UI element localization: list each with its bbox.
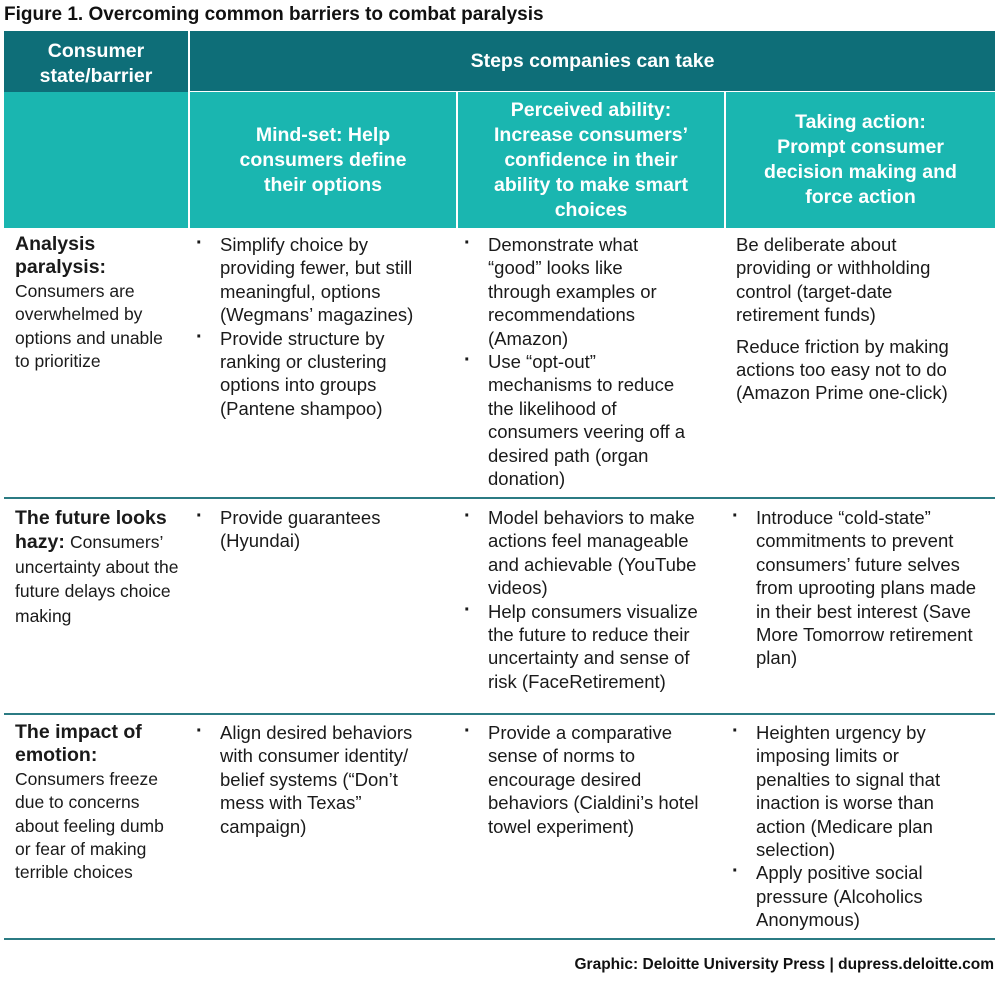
subheader-ability: [458, 92, 724, 228]
list-item: · Apply positive social pressure (Alcoholics Anonymous): [732, 861, 972, 931]
steps-header: [190, 31, 995, 92]
row-2-mindset: [196, 506, 441, 553]
row-3-action: [732, 721, 972, 932]
list-item: · Provide a comparative sense of norms to encourage desired behaviors (Cialdini’s hotel towel experiment): [464, 721, 714, 838]
list-item: · Model behaviors to make actions feel manageable and achievable (YouTube videos): [464, 506, 714, 600]
graphic-credit: Graphic: Deloitte University Press | dupress.deloitte.com: [574, 956, 994, 973]
row-1-barrier: [15, 233, 175, 373]
paragraph: Reduce friction by making actions too easy not to do (Amazon Prime one-click): [736, 335, 949, 404]
table-bottom-border: [4, 938, 995, 940]
row-1-mindset: [196, 233, 441, 420]
row-1-action: [736, 233, 976, 413]
barrier-column-label: Consumer state/barrier: [39, 40, 153, 87]
steps-header-label: Steps companies can take: [470, 50, 715, 72]
row-divider: [4, 713, 995, 715]
list-item: · Simplify choice by providing fewer, but still meaningful, options (Wegmans’ magazines): [196, 233, 441, 327]
row-1-barrier-description: Consumers are overwhelmed by options and unable to prioritize: [15, 280, 163, 372]
row-3-barrier-title: The impact of emotion:: [15, 721, 142, 767]
header-separator: [456, 92, 458, 228]
row-3-ability: [464, 721, 714, 838]
row-2-barrier: [15, 506, 180, 628]
paragraph: Be deliberate about providing or withholding control (target-date retirement funds): [736, 234, 931, 326]
row-2-action: [732, 506, 977, 670]
row-2-barrier-title: The future looks hazy:: [15, 507, 167, 554]
header-separator: [724, 92, 726, 228]
list-item: · Demonstrate what “good” looks like through examples or recommendations (Amazon): [464, 233, 689, 350]
subheader-ability-label: Perceived ability: Increase consumers’ confidence in their ability to make smart choices: [493, 98, 689, 221]
list-item: · Help consumers visualize the future to reduce their uncertainty and sense of risk (FaceRetirement): [464, 600, 714, 694]
barrier-column-header-lower: [4, 92, 188, 228]
row-3-barrier-description: Consumers freeze due to concerns about feeling dumb or fear of making terrible choices: [15, 768, 164, 883]
figure-title: Figure 1. Overcoming common barriers to combat paralysis: [4, 4, 544, 25]
row-1-ability: [464, 233, 689, 490]
list-item: · Introduce “cold-state” commitments to prevent consumers’ future selves from uprooting plans made in their best interest (Save More Tomorrow retirement plan): [732, 506, 977, 670]
subheader-mindset: [190, 92, 456, 228]
list-item: · Provide guarantees (Hyundai): [196, 506, 441, 553]
row-divider: [4, 497, 995, 499]
header-separator: [188, 31, 190, 228]
row-3-mindset: [196, 721, 441, 838]
subheader-action: [726, 92, 995, 228]
row-2-ability: [464, 506, 714, 693]
header-divider: [190, 91, 995, 92]
row-2-barrier-description: Consumers’ uncertainty about the future delays choice making: [15, 532, 179, 626]
subheader-mindset-label: Mind-set: Help consumers define their options: [239, 123, 407, 196]
list-item: · Use “opt-out” mechanisms to reduce the likelihood of consumers veering off a desired path (organ donation): [464, 350, 689, 490]
row-3-barrier: [15, 721, 180, 885]
row-1-barrier-title: Analysis paralysis:: [15, 233, 107, 279]
subheader-action-label: Taking action: Prompt consumer decision making and force action: [764, 111, 957, 208]
list-item: · Align desired behaviors with consumer identity/ belief systems (“Don’t mess with Texas” campaign): [196, 721, 441, 838]
list-item: · Heighten urgency by imposing limits or penalties to signal that inaction is worse than action (Medicare plan selection): [732, 721, 972, 861]
list-item: · Provide structure by ranking or clustering options into groups (Pantene shampoo): [196, 327, 441, 421]
